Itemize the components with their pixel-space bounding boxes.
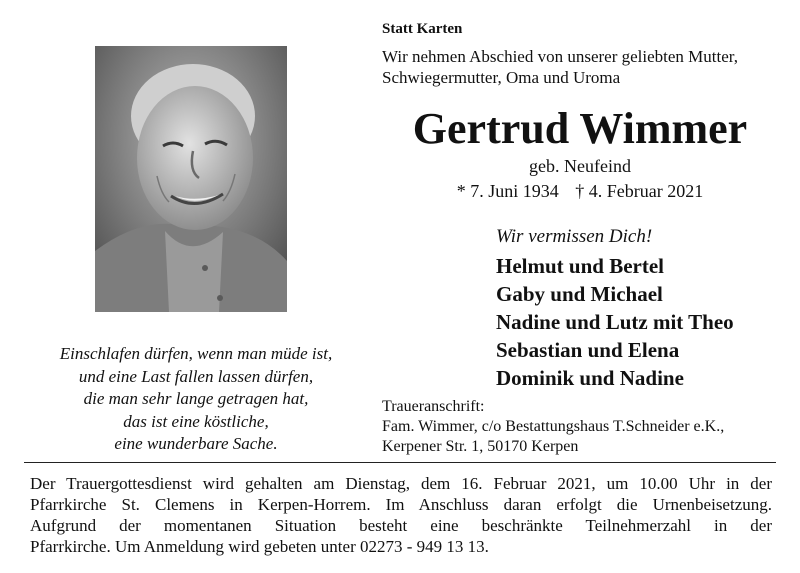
header-label: Statt Karten	[382, 21, 463, 37]
service-line: Pfarrkirche. Um Anmeldung wird gebeten unter 02273 - 949 13 13.	[30, 537, 489, 556]
mourning-address	[382, 397, 724, 457]
divider	[24, 462, 776, 463]
service-line: Pfarrkirche St. Clemens in Kerpen-Horrem. Im Anschluss daran erfolgt die Urnenbeisetzung.	[30, 495, 772, 514]
mourner-name: Gaby und Michael	[496, 282, 663, 306]
deceased-name: Gertrud Wimmer	[412, 104, 748, 153]
birth-date: * 7. Juni 1934	[456, 181, 559, 201]
mourners-heading: Wir vermissen Dich!	[496, 226, 653, 247]
intro-line: Schwiegermutter, Oma und Uroma	[382, 68, 621, 87]
life-dates	[380, 180, 780, 202]
mourner-name: Nadine und Lutz mit Theo	[496, 310, 734, 334]
service-line: Der Trauergottesdienst wird gehalten am Dienstag, dem 16. Februar 2021, um 10.00 Uhr in der	[30, 474, 772, 493]
mourner-name: Dominik und Nadine	[496, 366, 684, 390]
mourners-list	[496, 252, 734, 392]
address-label: Traueranschrift:	[382, 398, 485, 415]
portrait-illustration	[95, 46, 287, 312]
poem	[20, 343, 372, 456]
service-line: Aufgrund der momentanen Situation besteht eine beschränkte Teilnehmerzahl in der	[30, 516, 772, 535]
address-line: Fam. Wimmer, c/o Bestattungshaus T.Schneider e.K.,	[382, 418, 725, 435]
death-date: † 4. Februar 2021	[575, 181, 704, 201]
poem-line: eine wunderbare Sache.	[114, 434, 278, 453]
poem-line: das ist eine köstliche,	[123, 411, 269, 431]
poem-line: Einschlafen dürfen, wenn man müde ist,	[59, 344, 333, 363]
address-line: Kerpener Str. 1, 50170 Kerpen	[382, 438, 579, 455]
intro-line: Wir nehmen Abschied von unserer geliebten Mutter,	[382, 47, 739, 66]
poem-line: und eine Last fallen lassen dürfen,	[78, 366, 314, 386]
intro-text	[382, 46, 782, 88]
maiden-name: geb. Neufeind	[529, 156, 631, 176]
portrait-photo	[95, 46, 287, 312]
poem-line: die man sehr lange getragen hat,	[83, 389, 309, 408]
mourner-name: Sebastian und Elena	[496, 338, 680, 362]
mourner-name: Helmut und Bertel	[496, 254, 664, 278]
service-info	[30, 473, 772, 557]
